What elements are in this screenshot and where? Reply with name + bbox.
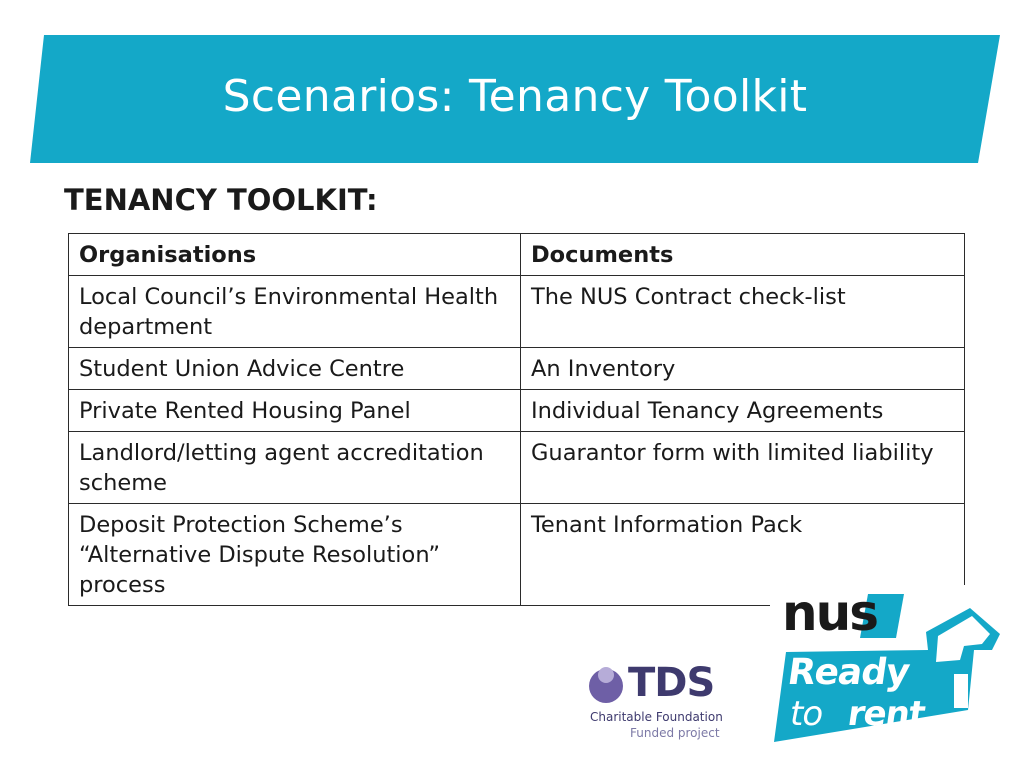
section-heading: TENANCY TOOLKIT: xyxy=(64,183,378,217)
tds-subtitle: Charitable Foundation xyxy=(590,710,723,724)
nus-ready-to-rent-logo xyxy=(768,584,1004,750)
document-cell: Tenant Information Pack xyxy=(521,504,965,606)
tds-logo xyxy=(586,662,726,742)
document-cell: The NUS Contract check-list xyxy=(521,276,965,348)
header-organisations: Organisations xyxy=(69,234,521,276)
table-row xyxy=(69,348,965,390)
tds-wordmark: TDS xyxy=(628,660,715,706)
table-row xyxy=(69,432,965,504)
table-header-row xyxy=(69,234,965,276)
organisation-cell: Local Council’s Environmental Health department xyxy=(69,276,521,348)
organisation-cell: Deposit Protection Scheme’s “Alternative Dispute Resolution” process xyxy=(69,504,521,606)
title-banner xyxy=(30,35,1000,163)
table-row xyxy=(69,276,965,348)
document-cell: An Inventory xyxy=(521,348,965,390)
nus-wordmark: nus xyxy=(782,584,877,642)
toolkit-table xyxy=(68,233,965,606)
organisation-cell: Private Rented Housing Panel xyxy=(69,390,521,432)
header-documents: Documents xyxy=(521,234,965,276)
document-cell: Guarantor form with limited liability xyxy=(521,432,965,504)
to-wordmark: to xyxy=(790,694,823,734)
organisation-cell: Landlord/letting agent accreditation scheme xyxy=(69,432,521,504)
tds-mark-icon xyxy=(588,664,626,704)
rent-wordmark: rent xyxy=(845,694,928,734)
document-cell: Individual Tenancy Agreements xyxy=(521,390,965,432)
tds-funded-label: Funded project xyxy=(630,726,720,740)
organisation-cell: Student Union Advice Centre xyxy=(69,348,521,390)
table-row xyxy=(69,390,965,432)
slide-title: Scenarios: Tenancy Toolkit xyxy=(222,71,808,122)
ready-wordmark: Ready xyxy=(785,652,912,693)
